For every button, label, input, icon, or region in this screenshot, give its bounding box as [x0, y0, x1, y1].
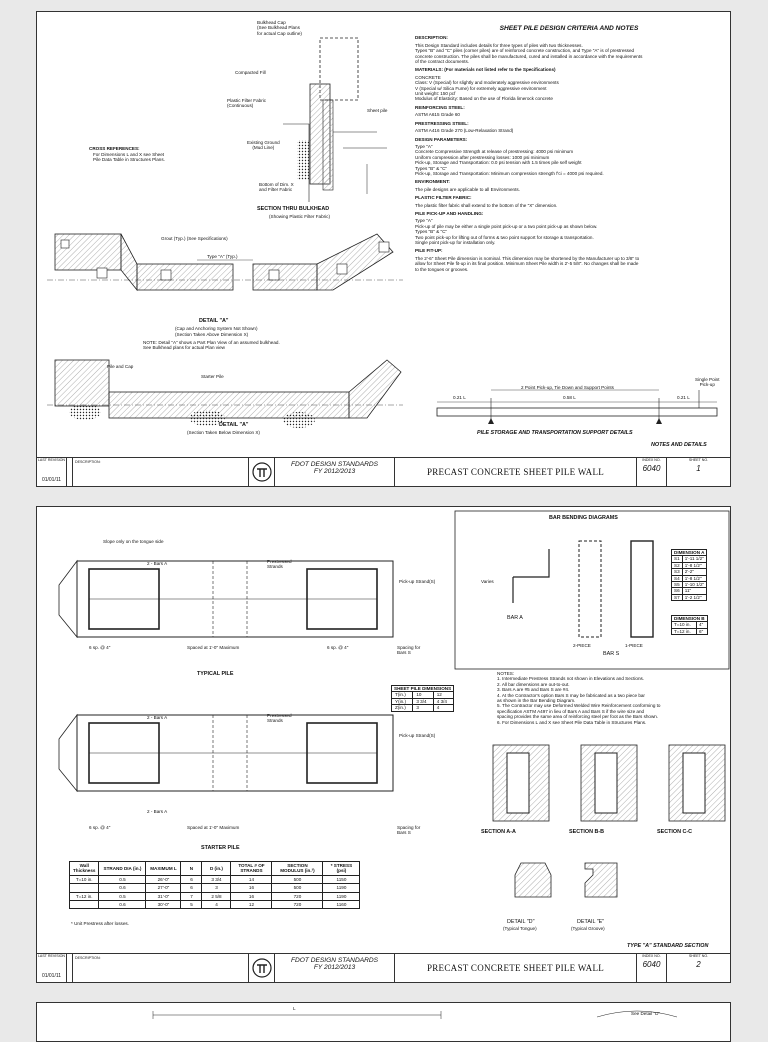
note-materials: MATERIALS: (For materials not listed refer to the Specifications) CONCRETE Class: V (Special) for slightly and moderately aggressive environments V (Special w/ Silica Fume) for extremely aggressive environment Unit weight: 150 pcf Modulus of Elasticity: Based on the use of Florida limerock concrete [415, 67, 559, 102]
bar-a-label: BAR A [507, 615, 523, 621]
section-bulkhead-subtitle: (Showing Plastic Filter Fabric) [269, 214, 331, 219]
fdot-standards-cell: FDOT DESIGN STANDARDS FY 2012/2013 [275, 458, 395, 486]
detail-a2-title: DETAIL "A" [219, 422, 249, 428]
fdot-logo-icon [252, 462, 272, 482]
note-description: DESCRIPTION: This Design Standard includes details for three types of piles with two thicknesses. Types "B" and "C" piles (corner piles) are of reinforced concrete construction, and Type "A" is of prestressed concrete construction. The piles shall be manufactured, cured and installed in accordance with the requirements of the contract documents. [415, 35, 643, 65]
table-row: T=10 in. 0.5 26'-0" 6 3 3/4 14 500 1150 [70, 875, 360, 883]
description-cell: DESCRIPTION: [73, 458, 249, 486]
index-cell: INDEX NO. 6040 [637, 954, 667, 982]
section-bulkhead-title: SECTION THRU BULKHEAD [257, 206, 330, 212]
detail-a-plan-drawing [47, 234, 403, 290]
sheet-number-cell: SHEET NO. 1 [667, 458, 730, 486]
two-point-label: 2 Point Pick-up, Tie Down and Support Points [521, 385, 614, 390]
detail-a-note: NOTE: Detail "A" shows a Part Plan View of an assumed bulkhead. See Bulkhead plans for actual Plan view [143, 340, 280, 351]
note-filter-fabric: PLASTIC FILTER FABRIC: The plastic filter fabric shall extend to the bottom of the "X" dimension. [415, 195, 558, 208]
sheet-pile-dimensions-table: SHEET PILE DIMENSIONS T(in.) 10 12 Y(in.) 3 3/4 4 3/4 Z(in.) 3 4 [391, 685, 454, 712]
fdot-logo [249, 458, 275, 486]
sheet-number: 1 [696, 464, 701, 473]
table-row: S7 1'-2 1/2" [672, 594, 707, 600]
grout-label: Grout (Typ.) (See Specifications) [161, 236, 228, 241]
drawing-title: PRECAST CONCRETE SHEET PILE WALL [395, 458, 637, 486]
note-environment: ENVIRONMENT: The pile designs are applicable to all Environments. [415, 179, 520, 192]
single-point-label: Single Point Pick-up [695, 377, 720, 388]
spacing-bars-s-starter: Spacing for Bars S [397, 825, 421, 836]
detail-a-sub1: (Cap and Anchoring System Not Shown) [175, 326, 258, 331]
sheet2-notes: NOTES: 1. Intermediate Prestress Strands not shown in Elevations and Sections. 2. All bar dimensions are out-to-out. 3. Bars A are #5 and Bars S are #4. 4. At the Contractor's option Bars S may be fabricated as a two piece bar as shown in the Bar Bending Diagram. 5. The Contractor may use Deformed Welded Wire Reinforcement conforming to specification ASTM A497 in lieu of Bars A and Bars S if the wire size and spacing provides the same area of reinforcing steel per foot as the Bars shown. 6. For Dimensions L and X see Sheet Pile Data Table in Structures Plans. [497, 671, 661, 725]
last-revision-cell: LAST REVISION 01/01/11 [37, 954, 67, 982]
dimension-b-table: DIMENSION B T=10 in. 4" T=12 in. 6" [671, 615, 708, 635]
table-row: Y(in.) 3 3/4 4 3/4 [392, 698, 454, 704]
support-details-title: PILE STORAGE AND TRANSPORTATION SUPPORT DETAILS [477, 430, 633, 436]
type-a-typ-label: Type "A" (Typ.) [207, 254, 238, 259]
table-row: 0.6 27'-0" 6 3 16 500 1190 [70, 884, 360, 892]
table-row: S5 1'-10 1/2" [672, 582, 707, 588]
fdot-logo-icon [252, 958, 272, 978]
sp6-label-typical: 6 sp. @ 4" [89, 645, 111, 650]
spaced-label-typical: Spaced at 1'-0" Maximum [187, 645, 240, 650]
fdot-logo [249, 954, 275, 982]
detail-a-title: DETAIL "A" [199, 318, 229, 324]
index-number: 6040 [642, 464, 661, 473]
title-block-sheet-1 [37, 457, 730, 486]
dim-021l-right: 0.21 L [677, 395, 690, 400]
section-cc-label: SECTION C-C [657, 829, 693, 835]
detail-a-sub2: (Section Taken Above Dimension X) [175, 332, 249, 337]
dimension-a-table: DIMENSION A S1 1'-11 1/2" S2 1'-8 1/2" S3 2'-2" S4 1'-8 1/2" S5 1'-10 1/2" S6 11" S7 1'-2 1/2" [671, 549, 707, 601]
starter-pile-elevation [59, 715, 393, 791]
drawing-sheet-1 [36, 11, 731, 487]
notes-title: SHEET PILE DESIGN CRITERIA AND NOTES [499, 25, 639, 32]
bar-bending-title: BAR BENDING DIAGRAMS [549, 515, 618, 521]
note-pickup-handling: PILE PICK-UP AND HANDLING: Type "A" Pick-up of pile may be either a single point pick-up or a two point pick-up as shown below. Types "B" & "C" Two point pick-up for lifting out of forms & two point support for storage & transportation. Single point pick-up for installation only. [415, 210, 598, 245]
last-revision-date: 01/01/11 [41, 973, 62, 979]
sections-aa-bb-cc [493, 745, 725, 821]
description-cell: DESCRIPTION: [73, 954, 249, 982]
dim-058l: 0.58 L [563, 395, 576, 400]
two-piece-label: 2-PIECE [573, 643, 591, 648]
cross-ref-body: For Dimensions L and X see Sheet Pile Data Table in Structures Plans. [93, 152, 165, 163]
bars-a-label-starter-bottom: 2 - Bars A [147, 809, 168, 814]
bottom-dim-label: Bottom of Dim. X and Filter Fabric [259, 182, 294, 193]
table-row: 0.6 30'-0" 5 4 12 720 1160 [70, 901, 360, 909]
strand-table [69, 861, 360, 909]
fdot-standards-cell: FDOT DESIGN STANDARDS FY 2012/2013 [275, 954, 395, 982]
typical-pile-elevation [59, 561, 393, 637]
note-prestressing-steel: PRESTRESSING STEEL: ASTM A416 Grade 270 (Low-Relaxation Strand) [415, 120, 514, 134]
detail-d-label: DETAIL "D" [507, 919, 535, 925]
cross-ref-heading: CROSS REFERENCES: [89, 146, 140, 151]
table-row: S1 1'-11 1/2" [672, 556, 707, 562]
pile-and-cap-label: Pile and Cap [107, 364, 134, 369]
sp6-label-starter: 6 sp. @ 4" [89, 825, 111, 830]
table-row: T(in.) 10 12 [392, 692, 454, 698]
index-cell: INDEX NO. 6040 [637, 458, 667, 486]
sheet-pile-label: Sheet pile [367, 108, 388, 113]
typical-pile-title: TYPICAL PILE [197, 671, 234, 677]
table-row: S4 1'-8 1/2" [672, 575, 707, 581]
table-row: T=12 in. 6" [672, 628, 708, 634]
unit-prestress-note: * Unit Prestress after losses. [71, 921, 129, 926]
type-a-std-section: TYPE "A" STANDARD SECTION [627, 943, 709, 949]
drawing-sheet-2 [36, 506, 731, 983]
pickup-label-typical: Pick-up Strand(S) [399, 579, 436, 584]
design-criteria-notes [415, 26, 723, 274]
dim-021l-left: 0.21 L [453, 395, 466, 400]
detail-d-sub: (Typical Tongue) [503, 926, 537, 931]
detail-a2-sub: (Section Taken Below Dimension X) [187, 430, 260, 435]
section-bb-label: SECTION B-B [569, 829, 605, 835]
index-number: 6040 [642, 960, 661, 969]
spacing-bars-s-typical: Spacing for Bars S [397, 645, 421, 656]
pickup-label-starter: Pick-up Strand(S) [399, 733, 436, 738]
sheet3-drawings [37, 1003, 732, 1025]
section-aa-label: SECTION A-A [481, 829, 516, 835]
detail-e-label: DETAIL "E" [577, 919, 605, 925]
starter-pile-label: Starter Pile [201, 374, 224, 379]
bulkhead-cap-label: Bulkhead Cap (See Bulkhead Plans for actual Cap outline) [257, 20, 302, 36]
sheet-number-cell: SHEET NO. 2 [667, 954, 730, 982]
bars-a-label-typical: 2 - Bars A [147, 561, 168, 566]
note-design-parameters: DESIGN PARAMETERS: Type "A" Concrete Compressive Strength at release of prestressing: 4000 psi minimum Uniform compression after prestressing losses: 1000 psi minimum Pick-up, Storage and Transportation: 0.0 psi tension with 1.5 times pile self weight Types "B" & "C" Pick-up, Storage and Transportation: Minimum compression strength f'ci = 4000 psi required. [415, 136, 604, 176]
detail-e-sub: (Typical Groove) [571, 926, 605, 931]
sheet-number: 2 [696, 960, 701, 969]
title-block-sheet-2 [37, 953, 730, 982]
varies-label: Varies [481, 579, 494, 584]
drawing-sheet-3-partial [36, 1002, 731, 1042]
sp6-label-typical-right: 6 sp. @ 4" [327, 645, 349, 650]
compacted-fill-label: Compacted Fill [235, 70, 266, 75]
one-piece-label: 1-PIECE [625, 643, 643, 648]
detail-a-section-drawing [47, 360, 403, 428]
table-row: T=12 in. 0.5 31'-0" 7 2 5/8 16 720 1190 [70, 892, 360, 900]
slope-note: Slope only on the tongue side [103, 539, 164, 544]
table-row: S2 1'-8 1/2" [672, 562, 707, 568]
table-header-row: Wall Thickness STRAND DIA (in.) MAXIMUM L N D (in.) TOTAL # OF STRANDS SECTION MODULUS (in.³) * STRESS (psi) [70, 862, 360, 876]
table-row: S3 2'-2" [672, 569, 707, 575]
see-detail-d-label: See Detail "D" [631, 1011, 661, 1016]
prestressed-label-typical: Prestressed Strands [267, 559, 292, 570]
dim-l-label: L [293, 1006, 296, 1011]
bars-a-label-starter: 2 - Bars A [147, 715, 168, 720]
last-revision-date: 01/01/11 [41, 477, 62, 483]
existing-ground-label: Existing Ground (Mud Line) [247, 140, 280, 151]
table-row: S6 11" [672, 588, 707, 594]
starter-pile-title: STARTER PILE [201, 845, 240, 851]
drawing-title: PRECAST CONCRETE SHEET PILE WALL [395, 954, 637, 982]
note-pile-fit-up: PILE FIT-UP: The 2'-6" Sheet Pile dimension is nominal. This dimension may be shortened by the Manufacturer up to 3/8" to allow for Sheet Pile fit-up in its final position. Minimum Sheet Pile width is 2'-5 5/8". No changes shall be made to the tongues or grooves. [415, 248, 640, 272]
filter-fabric-label: Plastic Filter Fabric (Continuous) [227, 98, 267, 109]
bar-bending-shapes [513, 541, 653, 637]
table-row: Z(in.) 3 4 [392, 705, 454, 711]
sheet1-drawings [37, 12, 413, 458]
support-points-diagram [427, 384, 727, 434]
table-row: T=10 in. 4" [672, 622, 708, 628]
last-revision-cell: LAST REVISION 01/01/11 [37, 458, 67, 486]
bar-s-label: BAR S [603, 651, 620, 657]
spaced-label-starter: Spaced at 1'-0" Maximum [187, 825, 240, 830]
note-reinforcing-steel: REINFORCING STEEL: ASTM A615 Grade 60 [415, 104, 465, 118]
prestressed-label-starter: Prestressed Strands [267, 713, 292, 724]
details-d-e [515, 863, 617, 897]
notes-and-details-label: NOTES AND DETAILS [651, 442, 707, 448]
section-thru-bulkhead-drawing [283, 38, 387, 202]
